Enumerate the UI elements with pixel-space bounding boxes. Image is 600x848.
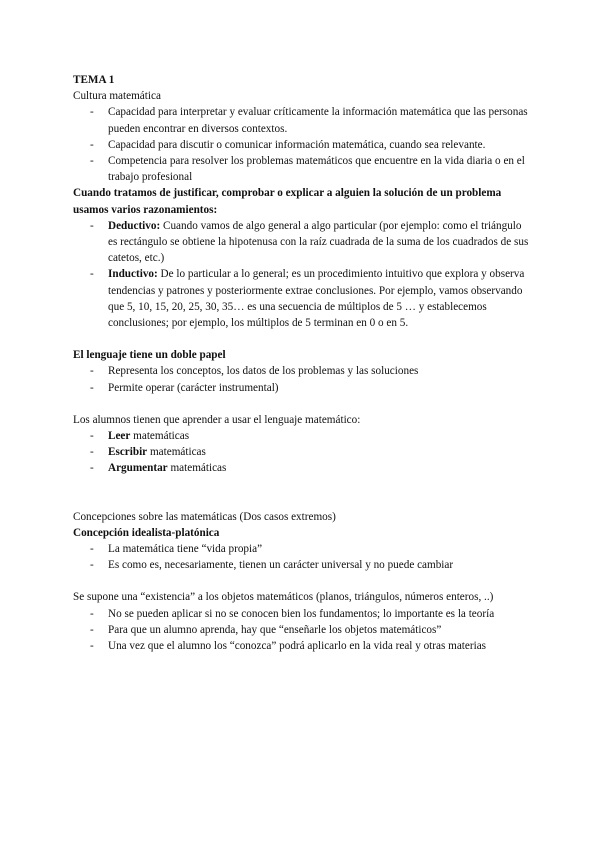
list-item: - No se pueden aplicar si no se conocen bien los fundamentos; lo importante es la teoría — [90, 607, 495, 620]
list-item: - Representa los conceptos, los datos de los problemas y las soluciones — [90, 365, 419, 378]
reasoning-heading: Cuando tratamos de justificar, comprobar o explicar a alguien la solución de un problema usamos varios razonamientos: — [73, 187, 502, 216]
list-item: - Para que un alumno aprenda, hay que “enseñarle los objetos matemáticos” — [90, 623, 442, 636]
language-intro: Los alumnos tienen que aprender a usar el lenguaje matemático: — [73, 413, 361, 426]
conceptions-list — [73, 541, 533, 573]
consequences-list — [73, 606, 533, 655]
list-item: - Competencia para resolver los problemas matemáticos que encuentre en la vida diaria o en el trabajo profesional — [90, 155, 525, 184]
list-item: - Leer matemáticas — [90, 430, 190, 443]
language-heading: El lenguaje tiene un doble papel — [73, 349, 226, 362]
conceptions-heading: Concepción idealista-platónica — [73, 526, 220, 539]
list-item: - Escribir matemáticas — [90, 446, 206, 459]
list-item: - Capacidad para interpretar y evaluar críticamente la información matemática que las personas pueden encontrar en diversos contextos. — [90, 106, 528, 135]
section-subtitle: Cultura matemática — [73, 90, 161, 103]
skills-list — [73, 428, 533, 477]
conceptions-title: Concepciones sobre las matemáticas (Dos casos extremos) — [73, 510, 336, 523]
document-page — [73, 72, 533, 654]
list-item: - Inductivo: De lo particular a lo general; es un procedimiento intuitivo que explora y observa tendencias y patrones y posteriormente extrae conclusiones. Por ejemplo, vamos observando que 5, 10, 15, 20, 25, 30, 35… es una secuencia de múltiplos de 5 … y establecemos conclusiones; por ejemplo, los múltiplos de 5 terminan en 0 o en 5. — [90, 268, 525, 330]
list-item: - Capacidad para discutir o comunicar información matemática, cuando sea relevante. — [90, 138, 486, 151]
list-item: - Deductivo: Cuando vamos de algo general a algo particular (por ejemplo: como el triángulo es rectángulo se obtiene la hipotenusa con la raíz cuadrada de la suma de los cuadrados de sus catetos, etc.) — [90, 219, 529, 265]
list-item: - Una vez que el alumno los “conozca” podrá aplicarlo en la vida real y otras materias — [90, 640, 487, 653]
cultura-list — [73, 104, 533, 185]
list-item: - La matemática tiene “vida propia” — [90, 543, 263, 556]
list-item: - Es como es, necesariamente, tienen un carácter universal y no puede cambiar — [90, 559, 454, 572]
language-list — [73, 363, 533, 395]
page-title: TEMA 1 — [73, 74, 115, 86]
reasoning-list — [73, 218, 533, 331]
list-item: - Argumentar matemáticas — [90, 462, 227, 475]
list-item: - Permite operar (carácter instrumental) — [90, 381, 279, 394]
conceptions-intro: Se supone una “existencia” a los objetos matemáticos (planos, triángulos, números enteros, ..) — [73, 591, 494, 604]
